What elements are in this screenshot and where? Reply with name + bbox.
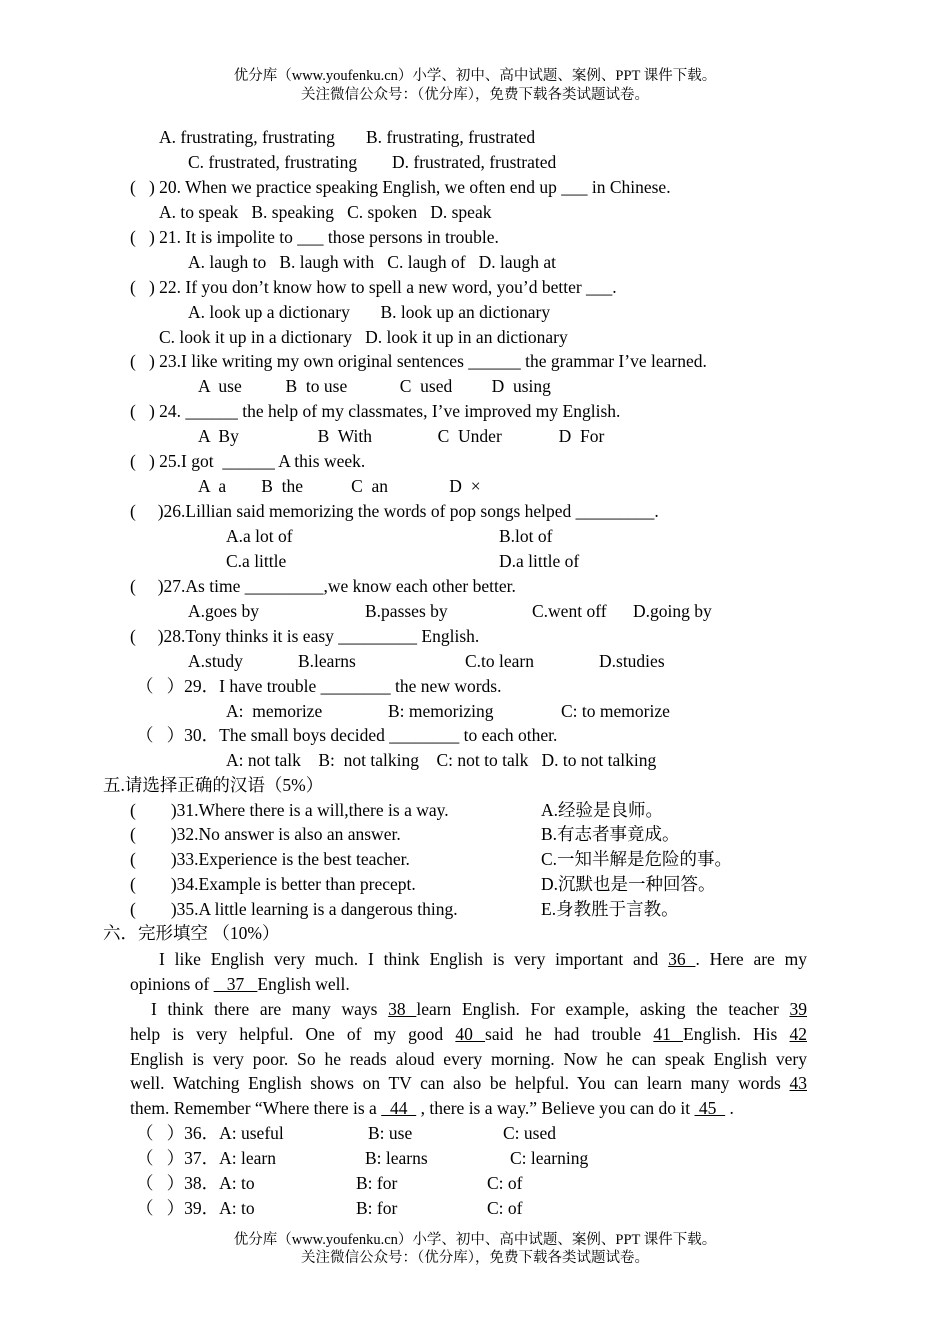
cloze-item-option-a: （ ）39．A: to — [136, 1198, 255, 1218]
blank-41: 41 — [653, 1024, 683, 1044]
cloze-item-option-c: C: used — [503, 1123, 556, 1143]
cloze-paragraph2-line2: help is very helpful. One of my good 40 said he had trouble 41 English. His 42 — [130, 1024, 808, 1044]
cloze-item-option-a: （ ）37．A: learn — [136, 1148, 276, 1168]
cloze-item-option-b: B: for — [356, 1173, 398, 1193]
q23-stem: ( ) 23.I like writing my own original sentences ______ the grammar I’ve learned. — [130, 351, 707, 371]
section5-answer: A.经验是良师。 — [541, 800, 664, 820]
q28-option-d: D.studies — [599, 651, 665, 671]
cloze-paragraph1-line2: opinions of 37 English well. — [130, 974, 350, 994]
section5-question: ( )33.Experience is the best teacher. — [130, 849, 410, 869]
blank-40: 40 — [455, 1024, 486, 1044]
q28-option-b: B.learns — [298, 651, 356, 671]
cloze-item-option-c: C: of — [487, 1173, 523, 1193]
cloze-item-option-a: （ ）38．A: to — [136, 1173, 255, 1193]
cloze-item-option-b: B: use — [368, 1123, 413, 1143]
blank-43: 43 — [789, 1073, 807, 1093]
section5-answer: E.身教胜于言教。 — [541, 899, 679, 919]
q27-option-d: D.going by — [633, 601, 712, 621]
q23-options: A use B to use C used D using — [198, 376, 551, 396]
cloze-item-option-a: （ ）36．A: useful — [136, 1123, 284, 1143]
q29-option-a: A: memorize — [226, 701, 323, 721]
section5-answer: B.有志者事竟成。 — [541, 824, 680, 844]
q27-option-c: C.went off — [532, 601, 607, 621]
q27-option-b: B.passes by — [365, 601, 448, 621]
q26-stem: ( )26.Lillian said memorizing the words of pop songs helped _________. — [130, 501, 659, 521]
q21-stem: ( ) 21. It is impolite to ___ those persons in trouble. — [130, 227, 499, 247]
page-footer-line1: 优分库（www.youfenku.cn）小学、初中、高中试题、案例、PPT 课件下载。 — [233, 1232, 717, 1248]
q29-option-c: C: to memorize — [561, 701, 670, 721]
q19-option-c: C. frustrated, frustrating — [188, 152, 358, 172]
cloze-item-option-b: B: for — [356, 1198, 398, 1218]
q29-stem: （ ）29．I have trouble ________ the new words. — [136, 676, 502, 696]
q22-options-row1: A. look up a dictionary B. look up an dictionary — [188, 302, 551, 322]
section5-answer: C.一知半解是危险的事。 — [541, 849, 733, 869]
cloze-item-option-c: C: learning — [510, 1148, 589, 1168]
q20-options: A. to speak B. speaking C. spoken D. speak — [159, 202, 492, 222]
q25-stem: ( ) 25.I got ______ A this week. — [130, 451, 366, 471]
q27-option-a: A.goes by — [188, 601, 259, 621]
section6-title: 六．完形填空 （10%） — [103, 923, 280, 943]
blank-36: 36 — [668, 949, 696, 969]
blank-42: 42 — [789, 1024, 808, 1044]
q28-option-c: C.to learn — [465, 651, 535, 671]
q27-stem: ( )27.As time _________,we know each other better. — [130, 576, 516, 596]
q26-option-b: B.lot of — [499, 526, 553, 546]
q19-option-a: A. frustrating, frustrating — [159, 127, 335, 147]
page-footer-line2: 关注微信公众号：（优分库），免费下载各类试题试卷。 — [301, 1250, 649, 1266]
q29-option-b: B: memorizing — [388, 701, 494, 721]
q24-stem: ( ) 24. ______ the help of my classmates, I’ve improved my English. — [130, 401, 621, 421]
cloze-paragraph2-line5: them. Remember “Where there is a 44 , there is a way.” Believe you can do it 45 . — [130, 1098, 734, 1118]
q28-stem: ( )28.Tony thinks it is easy _________ English. — [130, 626, 480, 646]
q24-options: A By B With C Under D For — [198, 426, 605, 446]
q20-stem: ( ) 20. When we practice speaking English, we often end up ___ in Chinese. — [130, 177, 671, 197]
cloze-paragraph2-line3: English is very poor. So he reads aloud every morning. Now he can speak English very — [130, 1049, 807, 1069]
blank-38: 38 — [388, 999, 417, 1019]
cloze-item-option-b: B: learns — [365, 1148, 428, 1168]
q22-options-row2: C. look it up in a dictionary D. look it up in an dictionary — [159, 327, 568, 347]
cloze-paragraph1-line1: I like English very much. I think English is very important and 36 . Here are my — [159, 949, 808, 969]
q21-options: A. laugh to B. laugh with C. laugh of D. laugh at — [188, 252, 556, 272]
q26-option-c: C.a little — [226, 551, 287, 571]
section5-question: ( )34.Example is better than precept. — [130, 874, 416, 894]
blank-37: 37 — [213, 974, 258, 994]
section5-question: ( )31.Where there is a will,there is a way. — [130, 800, 449, 820]
section5-title: 五.请选择正确的汉语（5%） — [103, 775, 324, 795]
cloze-paragraph2-line1: I think there are many ways 38 learn English. For example, asking the teacher 39 — [151, 999, 808, 1019]
cloze-item-option-c: C: of — [487, 1198, 523, 1218]
cloze-paragraph2-line4: well. Watching English shows on TV can also be helpful. You can learn many words 43 — [130, 1073, 807, 1093]
q19-option-b: B. frustrating, frustrated — [366, 127, 536, 147]
blank-44: 44 — [381, 1098, 417, 1118]
q30-stem: （ ）30．The small boys decided ________ to each other. — [136, 725, 558, 745]
section5-answer: D.沉默也是一种回答。 — [541, 874, 716, 894]
section5-question: ( )32.No answer is also an answer. — [130, 824, 401, 844]
q26-option-a: A.a lot of — [226, 526, 293, 546]
page-header-line1: 优分库（www.youfenku.cn）小学、初中、高中试题、案例、PPT 课件下载。 — [233, 68, 717, 84]
q28-option-a: A.study — [188, 651, 243, 671]
q30-options: A: not talk B: not talking C: not to talk D. to not talking — [226, 750, 657, 770]
q22-stem: ( ) 22. If you don’t know how to spell a new word, you’d better ___. — [130, 277, 617, 297]
q25-options: A a B the C an D × — [198, 476, 481, 496]
page-header-line2: 关注微信公众号：（优分库），免费下载各类试题试卷。 — [301, 87, 649, 103]
blank-39: 39 — [789, 999, 808, 1019]
q26-option-d: D.a little of — [499, 551, 580, 571]
section5-question: ( )35.A little learning is a dangerous thing. — [130, 899, 458, 919]
q19-option-d: D. frustrated, frustrated — [392, 152, 557, 172]
blank-45: 45 — [694, 1098, 726, 1118]
